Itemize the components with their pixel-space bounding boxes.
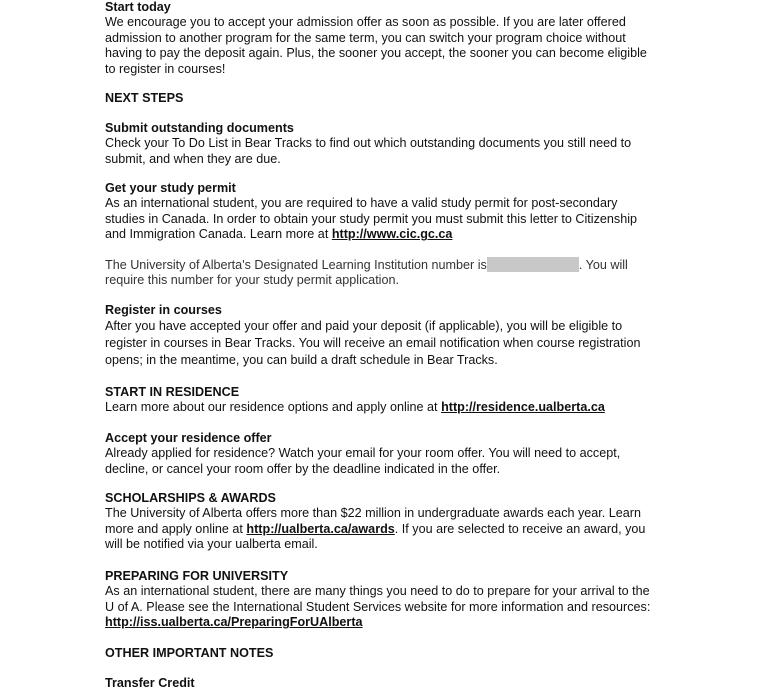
start-today-line: having to pay the deposit again. Plus, the sooner you accept, the sooner you can become eligible	[105, 46, 647, 61]
dli-text-suffix: . You will	[578, 258, 628, 272]
cic-link[interactable]: http://www.cic.gc.ca	[331, 227, 453, 242]
dli-line	[105, 257, 675, 273]
scholarships-text-suffix: . If you are selected to receive an award, you	[394, 521, 646, 536]
study-permit-title: Get your study permit	[105, 181, 236, 195]
scholarships-text: more and apply online at	[105, 521, 247, 536]
scholarships-heading: SCHOLARSHIPS & AWARDS	[105, 491, 276, 505]
submit-documents-title: Submit outstanding documents	[105, 121, 294, 135]
scholarships-line: The University of Alberta offers more than $22 million in undergraduate awards each year. Learn	[105, 506, 642, 521]
submit-documents-line: submit, and when they are due.	[105, 151, 281, 166]
scholarships-line: will be notified via your ualberta email.	[105, 537, 318, 552]
other-notes-section	[105, 646, 675, 661]
preparing-line: U of A. Please see the International Student Services website for more information and resources:	[105, 599, 651, 614]
scholarships-section	[105, 491, 675, 553]
start-today-line: to register in courses!	[105, 61, 226, 76]
dli-section	[105, 257, 675, 289]
residence-heading: START IN RESIDENCE	[105, 385, 240, 399]
other-notes-heading: OTHER IMPORTANT NOTES	[105, 646, 274, 660]
residence-offer-title: Accept your residence offer	[105, 431, 272, 445]
preparing-section	[105, 569, 675, 631]
study-permit-line	[105, 227, 675, 242]
residence-section	[105, 385, 675, 416]
transfer-credit-section	[105, 676, 675, 691]
dli-line: require this number for your study permit application.	[105, 273, 399, 288]
residence-link[interactable]: http://residence.ualberta.ca	[441, 400, 605, 415]
start-today-line: admission to another program for the same term, you can switch your program choice without	[105, 30, 626, 45]
register-line: register in courses in Bear Tracks. You will receive an email notification when course registration	[105, 336, 641, 351]
register-line: opens; in the meantime, you can build a draft schedule in Bear Tracks.	[105, 353, 498, 368]
transfer-credit-title: Transfer Credit	[105, 676, 195, 690]
residence-offer-section	[105, 431, 675, 477]
redacted-dli-number	[487, 257, 579, 272]
next-steps-section	[105, 91, 675, 106]
preparing-heading: PREPARING FOR UNIVERSITY	[105, 569, 289, 583]
study-permit-line: As an international student, you are required to have a valid study permit for post-secondary	[105, 196, 618, 211]
start-today-section	[105, 0, 675, 77]
residence-line	[105, 400, 675, 415]
study-permit-line: studies in Canada. In order to obtain your study permit you must submit this letter to Citizenship	[105, 211, 637, 226]
residence-offer-line: decline, or cancel your room offer by the deadline indicated in the offer.	[105, 461, 501, 476]
submit-documents-section	[105, 121, 675, 167]
study-permit-section	[105, 181, 675, 243]
start-today-line: We encourage you to accept your admission offer as soon as possible. If you are later offered	[105, 15, 626, 30]
register-title: Register in courses	[105, 303, 222, 317]
register-line: After you have accepted your offer and paid your deposit (if applicable), you will be eligible to	[105, 319, 623, 334]
residence-offer-line: Already applied for residence? Watch your email for your room offer. You will need to accept,	[105, 446, 621, 461]
preparing-line: As an international student, there are many things you need to do to prepare for your arrival to the	[105, 584, 650, 599]
next-steps-heading: NEXT STEPS	[105, 91, 184, 105]
dli-text: The University of Alberta's Designated Learning Institution number is	[105, 258, 487, 272]
awards-link[interactable]: http://ualberta.ca/awards	[246, 521, 395, 536]
residence-text: Learn more about our residence options and apply online at	[105, 400, 442, 415]
scholarships-line	[105, 522, 675, 537]
iss-link[interactable]: http://iss.ualberta.ca/PreparingForUAlberta	[105, 615, 363, 630]
register-section	[105, 303, 675, 369]
study-permit-text: and Immigration Canada. Learn more at	[105, 227, 332, 242]
start-today-title: Start today	[105, 0, 171, 14]
submit-documents-line: Check your To Do List in Bear Tracks to find out which outstanding documents you still need to	[105, 136, 632, 151]
